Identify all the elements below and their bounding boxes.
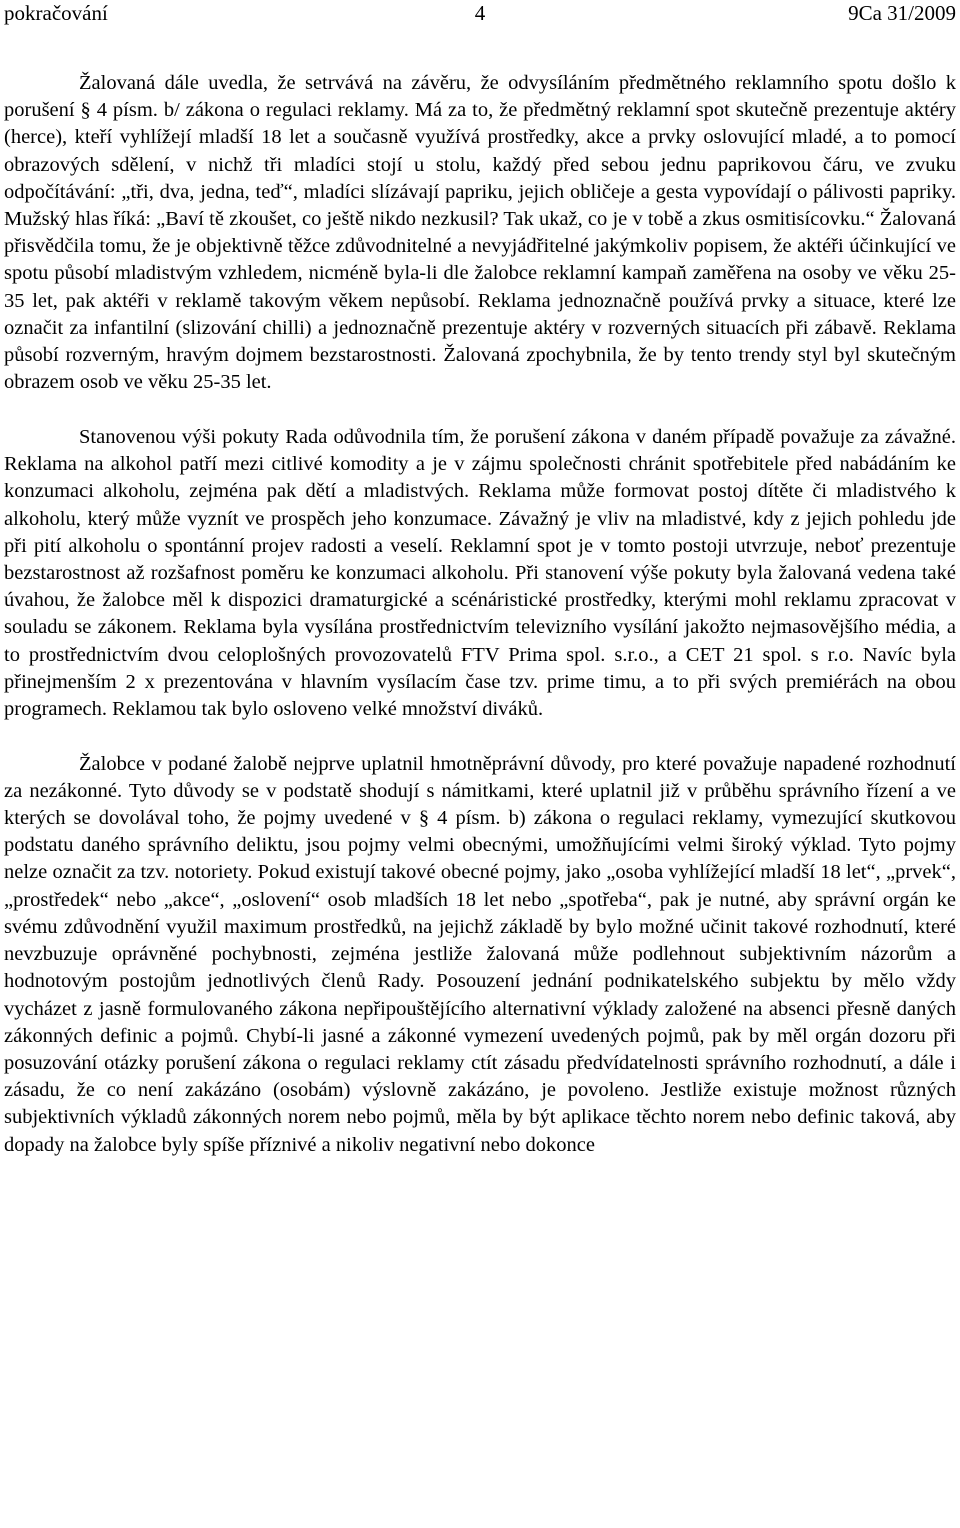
paragraph-defendant-statement: Žalovaná dále uvedla, že setrvává na závěru, že odvysíláním předmětného reklamního spotu došlo k porušení § 4 písm. b/ zákona o regulaci reklamy. Má za to, že předmětný reklamní spot skutečně prezentuje aktéry (herce), kteří vyhlížejí mladší 18 let a současně využívá prostředky, akce a prvky oslovující mladé, a to pomocí obrazových sdělení, v nichž tři mladíci stojí u stolu, každý před sebou jednu paprikovou čáru, ve zvuku odpočítávání: „tři, dva, jedna, teď“, mladíci slízávají papriku, jejich obličeje a gesta vypovídají o pálivosti papriky. Mužský hlas říká: „Baví tě zkoušet, co ještě nikdo nezkusil? Tak ukaž, co je v tobě a zkus osmitisícovku.“ Žalovaná přisvědčila tomu, že je objektivně těžce zdůvodnitelné a nevyjádřitelné jakýmkoliv popisem, že aktéři účinkující ve spotu působí mladistvým vzhledem, nicméně byla-li dle žalobce reklamní kampaň zaměřena na osoby ve věku 25-35 let, pak aktéři v reklamě takovým věkem nepůsobí. Reklama jednoznačně používá prvky a situace, které lze označit za infantilní (slizování chilli) a jednoznačně prezentuje aktéry v rozverných situacích při zábavě. Reklama působí rozverným, hravým dojmem bezstarostnosti. Žalovaná zpochybnila, že by tento trendy styl byl skutečným obrazem osob ve věku 25-35 let.: [4, 72, 956, 394]
page-number: 4: [474, 1, 486, 25]
paragraph-plaintiff-arguments: Žalobce v podané žalobě nejprve uplatnil hmotněprávní důvody, pro které považuje napadené rozhodnutí za nezákonné. Tyto důvody se v podstatě shodují s námitkami, které uplatnil již v průběhu správního řízení a ve kterých se dovolával toho, že pojmy uvedené v § 4 písm. b) zákona o regulaci reklamy, vymezující skutkovou podstatu daného správního deliktu, jsou pojmy velmi obecnými, umožňujícími velmi široký výklad. Tyto pojmy nelze označit za tzv. notoriety. Pokud existují takové obecné pojmy, jako „osoba vyhlížející mladší 18 let“, „prvek“, „prostředek“ nebo „akce“, „oslovení“ osob mladších 18 let nebo „spotřeba“, pak je nutné, aby správní orgán ke svému zdůvodnění využil maximum prostředků, na jejichž základě by bylo možné učinit takové rozhodnutí, které nevzbuzuje oprávněné pochybnosti, zejména jestliže žalovaná může podlehnout subjektivním názorům a hodnotovým postojům jednotlivých členů Rady. Posouzení jednání podnikatelského subjektu by mělo vždy vycházet z jasně formulovaného zákona nepřipouštějícího alternativní výklady založené na absenci přesně daných zákonných definic a pojmů. Chybí-li jasné a zákonné vymezení uvedených pojmů, pak by měl orgán dozoru při posuzování otázky porušení zákona o regulaci reklamy ctít zásadu předvídatelnosti správního rozhodnutí, a dále i zásadu, že co není zakázáno (osobám) výslovně zakázáno, je povoleno. Jestliže existuje možnost různých subjektivních výkladů zákonných norem nebo pojmů, měla by být aplikace těchto norem nebo definic taková, aby dopady na žalobce byly spíše příznivé a nikoliv negativní nebo dokonce: [4, 752, 956, 1156]
page-header: [0, 0, 960, 30]
document-body: [4, 70, 956, 1186]
paragraph-fine-justification: Stanovenou výši pokuty Rada odůvodnila tím, že porušení zákona v daném případě považuje za závažné. Reklama na alkohol patří mezi citlivé komodity a je v zájmu společnosti chránit spotřebitele před nabádáním ke konzumaci alkoholu, zejména pak dětí a mladistvých. Reklama může formovat postoj dítěte či mladistvého k alkoholu, který může vyznít ve prospěch jeho konzumace. Závažný je vliv na mladistvé, kdy z jejich pohledu jde při pití alkoholu o spontánní projev radosti a veselí. Reklamní spot je v tomto postoji utvrzuje, neboť prezentuje bezstarostnost až rozšafnost poměru ke konzumaci alkoholu. Při stanovení výše pokuty byla žalovaná vedena také úvahou, že žalobce měl k dispozici dramaturgické a scénáristické prostředky, kterými mohl reklamu zpracovat v souladu se zákonem. Reklama byla vysílána prostřednictvím televizního vysílání jakožto nejmasovějšího média, a to prostřednictvím dvou celoplošných provozovatelů FTV Prima spol. s.r.o., a CET 21 spol. s r.o. Navíc byla přinejmenším 2 x prezentována v hlavním vysílacím čase tzv. prime timu, a to při svých premiérách na obou programech. Reklamou tak bylo osloveno velké množství diváků.: [4, 425, 956, 720]
continuation-label: pokračování: [4, 1, 108, 25]
case-number: 9Ca 31/2009: [848, 1, 956, 25]
